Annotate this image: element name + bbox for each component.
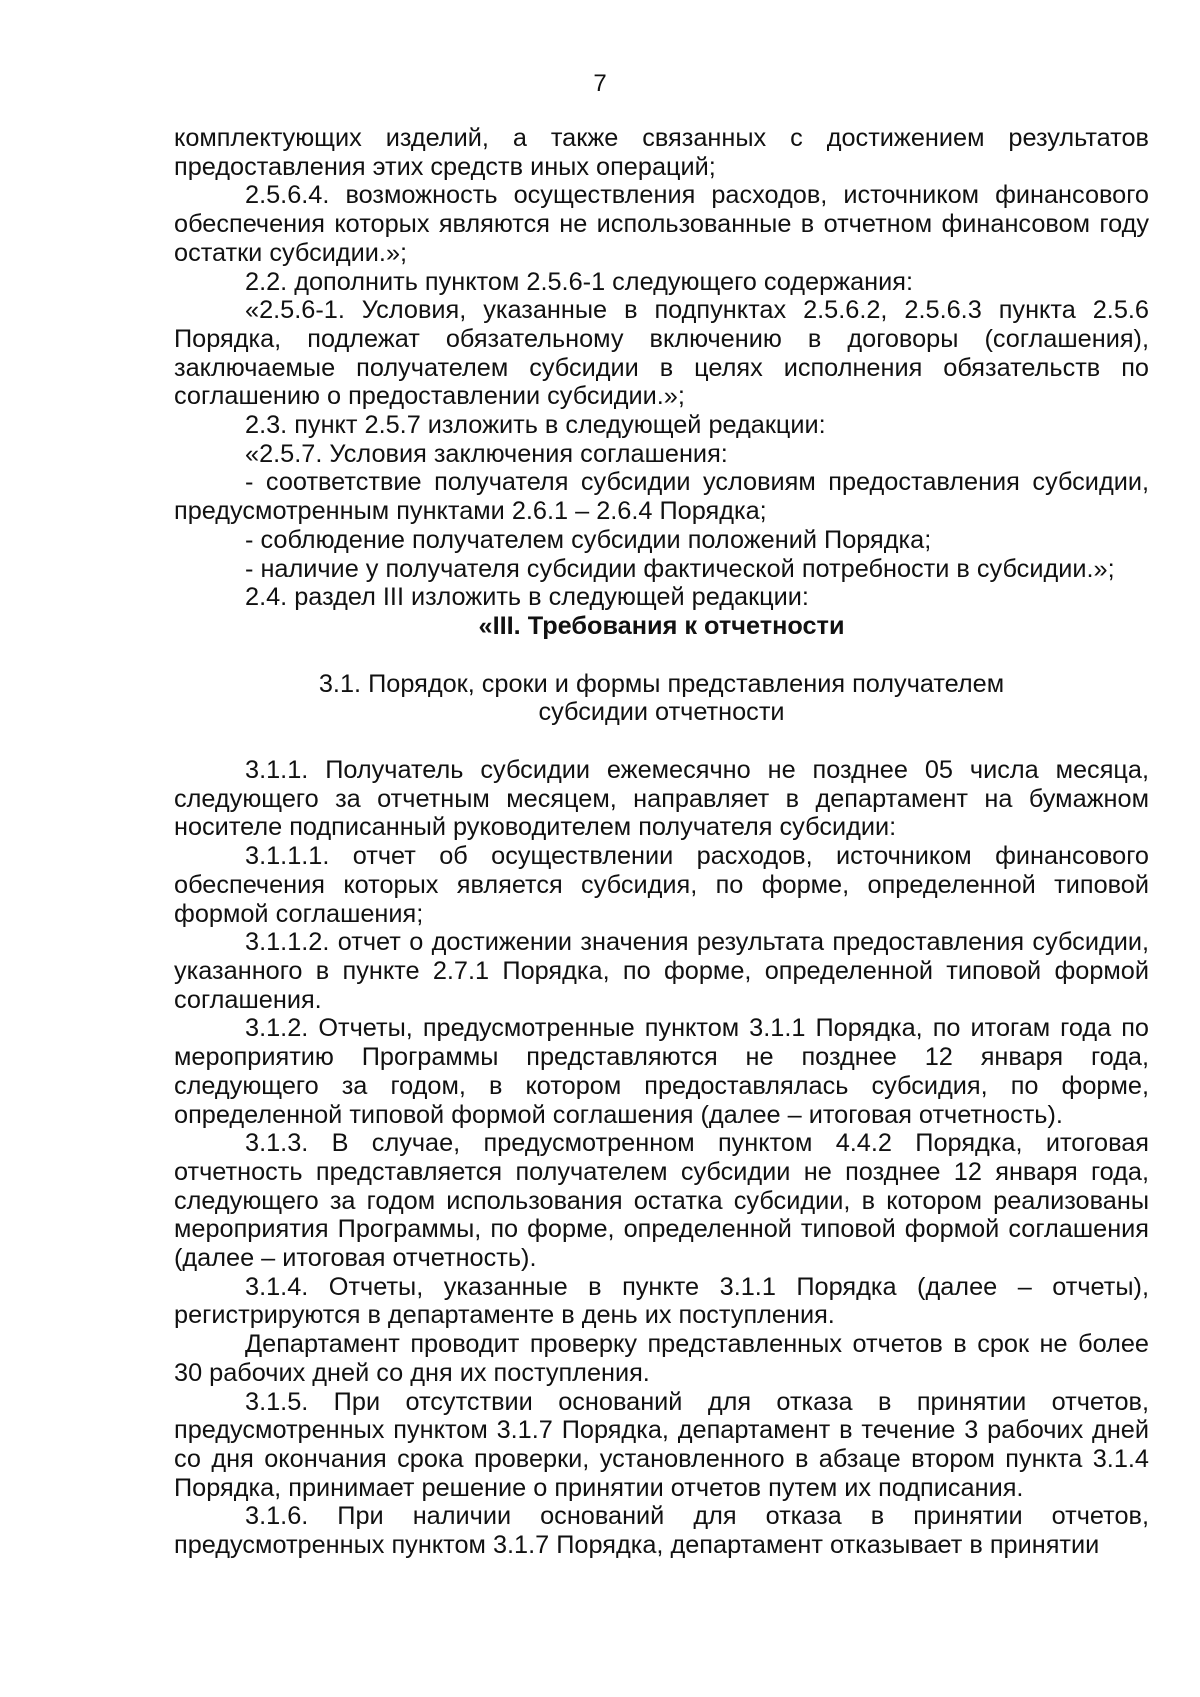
paragraph: «2.5.6-1. Условия, указанные в подпунктах 2.5.6.2, 2.5.6.3 пункта 2.5.6 Порядка, подлежат обязательному включению в договоры (соглашения), заключаемые получателем субсидии в целях исполнения обязательств по соглашению о предоставлении субсидии.»; bbox=[174, 296, 1149, 411]
paragraph: - соблюдение получателем субсидии положений Порядка; bbox=[245, 525, 932, 554]
paragraph: 3.1.3. В случае, предусмотренном пунктом 4.4.2 Порядка, итоговая отчетность представляется получателем субсидии не позднее 12 января года, следующего за годом использования остатка субсидии, в котором реализованы мероприятия Программы, по форме, определенной типовой формой соглашения (далее – итоговая отчетность). bbox=[174, 1129, 1149, 1273]
paragraph: 2.4. раздел III изложить в следующей редакции: bbox=[245, 583, 809, 612]
paragraph: 2.5.6.4. возможность осуществления расходов, источником финансового обеспечения которых являются не использованные в отчетном финансовом году остатки субсидии.»; bbox=[174, 181, 1149, 267]
paragraph: 3.1.6. При наличии оснований для отказа в принятии отчетов, предусмотренных пунктом 3.1.7 Порядка, департамент отказывает в принятии bbox=[174, 1502, 1149, 1560]
paragraph: 3.1.1.2. отчет о достижении значения результата предоставления субсидии, указанного в пункте 2.7.1 Порядка, по форме, определенной типовой формой соглашения. bbox=[174, 928, 1149, 1014]
paragraph: - соответствие получателя субсидии условиям предоставления субсидии, предусмотренным пунктами 2.6.1 – 2.6.4 Порядка; bbox=[174, 468, 1149, 526]
paragraph: - наличие у получателя субсидии фактической потребности в субсидии.»; bbox=[245, 554, 1115, 583]
paragraph: комплектующих изделий, а также связанных с достижением результатов предоставления этих средств иных операций; bbox=[174, 124, 1149, 181]
paragraph: 3.1.4. Отчеты, указанные в пункте 3.1.1 Порядка (далее – отчеты), регистрируются в департаменте в день их поступления. bbox=[174, 1272, 1149, 1330]
page-number: 7 bbox=[593, 70, 607, 97]
paragraph: 3.1.1.1. отчет об осуществлении расходов, источником финансового обеспечения которых является субсидия, по форме, определенной типовой формой соглашения; bbox=[174, 842, 1149, 928]
paragraph: 2.3. пункт 2.5.7 изложить в следующей редакции: bbox=[245, 411, 826, 440]
paragraph: Департамент проводит проверку представленных отчетов в срок не более 30 рабочих дней со дня их поступления. bbox=[174, 1330, 1149, 1387]
paragraph: 2.2. дополнить пунктом 2.5.6-1 следующего содержания: bbox=[245, 267, 913, 296]
subsection-title-line1: 3.1. Порядок, сроки и формы представления получателем bbox=[318, 669, 1005, 698]
subsection-title-line2: субсидии отчетности bbox=[538, 698, 785, 727]
section-title: «III. Требования к отчетности bbox=[478, 611, 845, 640]
paragraph: 3.1.5. При отсутствии оснований для отказа в принятии отчетов, предусмотренных пунктом 3.1.7 Порядка, департамент в течение 3 рабочих дней со дня окончания срока проверки, установленного в абзаце втором пункта 3.1.4 Порядка, принимает решение о принятии отчетов путем их подписания. bbox=[174, 1387, 1149, 1502]
paragraph: 3.1.2. Отчеты, предусмотренные пунктом 3.1.1 Порядка, по итогам года по мероприятию Программы представляются не позднее 12 января года, следующего за годом, в котором предоставлялась субсидия, по форме, определенной типовой формой соглашения (далее – итоговая отчетность). bbox=[174, 1014, 1149, 1129]
document-body bbox=[174, 124, 1149, 1560]
paragraph: 3.1.1. Получатель субсидии ежемесячно не позднее 05 числа месяца, следующего за отчетным месяцем, направляет в департамент на бумажном носителе подписанный руководителем получателя субсидии: bbox=[174, 756, 1149, 842]
subsection-title bbox=[174, 670, 1149, 727]
paragraph: «2.5.7. Условия заключения соглашения: bbox=[245, 439, 728, 468]
